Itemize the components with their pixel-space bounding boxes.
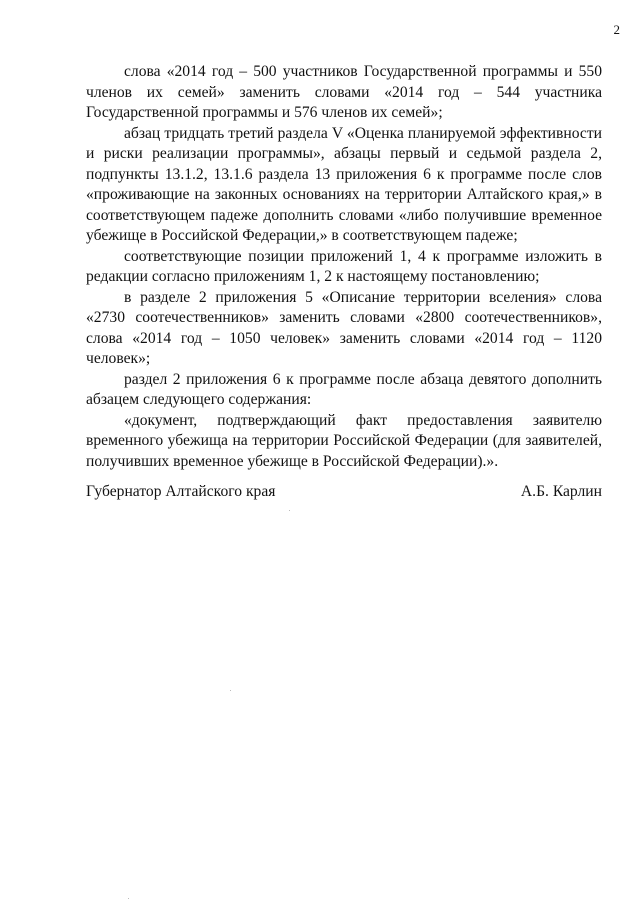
- scan-speck: [128, 898, 129, 899]
- scan-speck: [230, 690, 231, 691]
- signatory-position: Губернатор Алтайского края: [86, 483, 276, 500]
- paragraph-3: соответствующие позиции приложений 1, 4 к программе изложить в редакции согласно приложениям 1, 2 к настоящему постановлению;: [86, 247, 602, 285]
- document-body: [86, 62, 602, 472]
- paragraph-4: в разделе 2 приложения 5 «Описание территории вселения» слова «2730 соотечественников» заменить словами «2800 соотечественников», слова «2014 год – 1050 человек» заменить словами «2014 год – 1120 человек»;: [86, 288, 602, 367]
- scan-speck: [289, 510, 290, 511]
- paragraph-6: «документ, подтверждающий факт предоставления заявителю временного убежища на территории Российской Федерации (для заявителей, получивших временное убежище в Российской Федерации).».: [86, 411, 602, 470]
- paragraph-2: абзац тридцать третий раздела V «Оценка планируемой эффективности и риски реализации программы», абзацы первый и седьмой раздела 2, подпункты 13.1.2, 13.1.6 раздела 13 приложения 6 к программе после слов «проживающие на законных основаниях на территории Алтайского края,» в соответствующем падеже дополнить словами «либо получившие временное убежище в Российской Федерации,» в соответствующем падеже;: [86, 124, 602, 244]
- page-number: 2: [613, 22, 620, 37]
- paragraph-5: раздел 2 приложения 6 к программе после абзаца девятого дополнить абзацем следующего содержания:: [86, 370, 602, 408]
- signature-block: [86, 482, 602, 502]
- paragraph-1: слова «2014 год – 500 участников Государственной программы и 550 членов их семей» заменить словами «2014 год – 544 участника Государственной программы и 576 членов их семей»;: [86, 63, 602, 121]
- signatory-name: А.Б. Карлин: [520, 483, 602, 500]
